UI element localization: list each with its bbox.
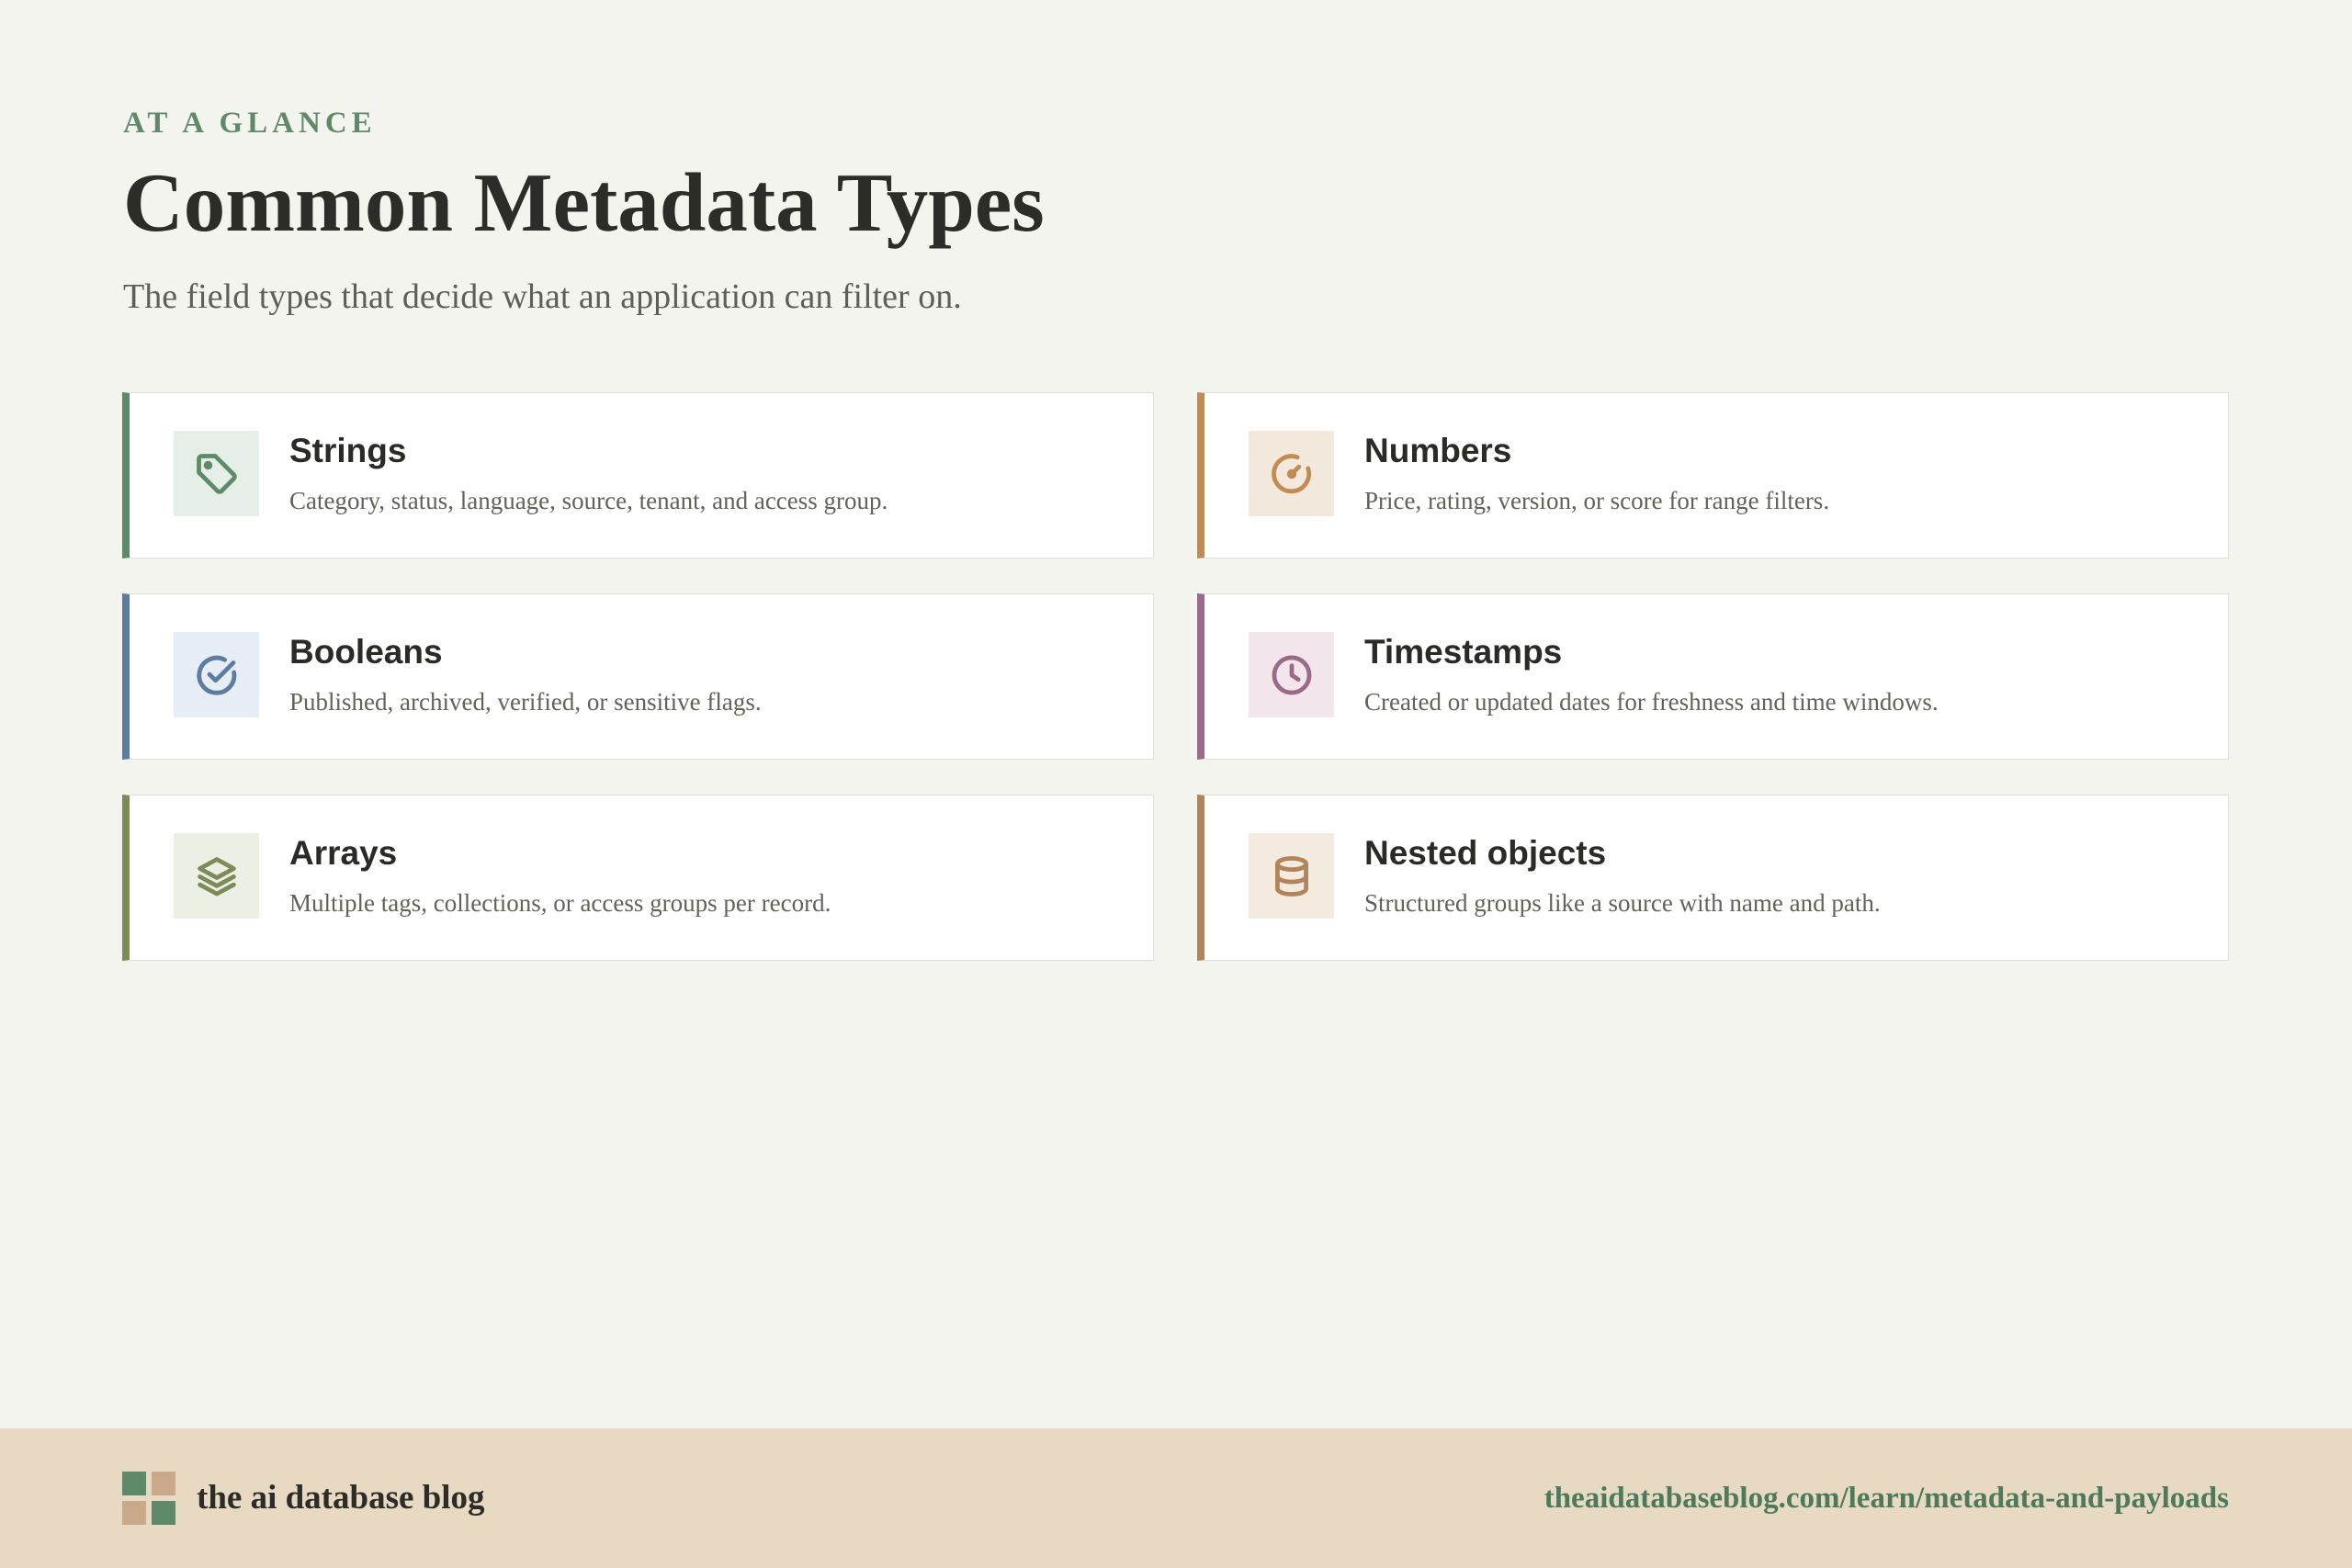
icon-box xyxy=(174,632,259,717)
card-title: Nested objects xyxy=(1364,834,1607,872)
card-description: Price, rating, version, or score for range filters. xyxy=(1364,487,1830,514)
card-description: Category, status, language, source, tenant, and access group. xyxy=(289,487,888,514)
card-booleans xyxy=(122,593,1154,760)
icon-box xyxy=(1249,632,1334,717)
logo-square xyxy=(152,1472,175,1495)
card-description: Multiple tags, collections, or access groups per record. xyxy=(289,889,831,917)
card-timestamps xyxy=(1197,593,2229,760)
layers-icon xyxy=(193,852,241,900)
card-title: Arrays xyxy=(289,834,398,872)
card-title: Timestamps xyxy=(1364,633,1563,671)
card-title: Booleans xyxy=(289,633,443,671)
card-description: Created or updated dates for freshness and time windows. xyxy=(1364,688,1939,716)
card-title: Strings xyxy=(289,432,407,469)
page-url[interactable]: theaidatabaseblog.com/learn/metadata-and-payloads xyxy=(1544,1482,2229,1515)
card-numbers xyxy=(1197,392,2229,558)
card-strings xyxy=(122,392,1154,558)
card-description: Published, archived, verified, or sensitive flags. xyxy=(289,688,762,716)
page-title: Common Metadata Types xyxy=(123,156,1045,249)
header xyxy=(123,103,1045,320)
icon-box xyxy=(174,833,259,919)
footer xyxy=(0,1428,2352,1568)
check-circle-icon xyxy=(193,651,241,699)
tag-icon xyxy=(193,450,241,498)
logo-square xyxy=(152,1501,175,1525)
logo-square xyxy=(122,1501,146,1525)
card-title: Numbers xyxy=(1364,432,1512,469)
card-description: Structured groups like a source with name and path. xyxy=(1364,889,1881,917)
blog-logo xyxy=(122,1472,175,1525)
icon-box xyxy=(1249,431,1334,516)
page-subtitle: The field types that decide what an application can filter on. xyxy=(123,277,962,316)
eyebrow-label: AT A GLANCE xyxy=(123,107,377,140)
logo-square xyxy=(122,1472,146,1495)
icon-box xyxy=(1249,833,1334,919)
metadata-types-grid xyxy=(122,392,2229,961)
icon-box xyxy=(174,431,259,516)
card-nested-objects xyxy=(1197,795,2229,961)
database-icon xyxy=(1268,852,1316,900)
gauge-icon xyxy=(1268,450,1316,498)
clock-icon xyxy=(1268,651,1316,699)
card-arrays xyxy=(122,795,1154,961)
brand-name: the ai database blog xyxy=(197,1479,485,1517)
